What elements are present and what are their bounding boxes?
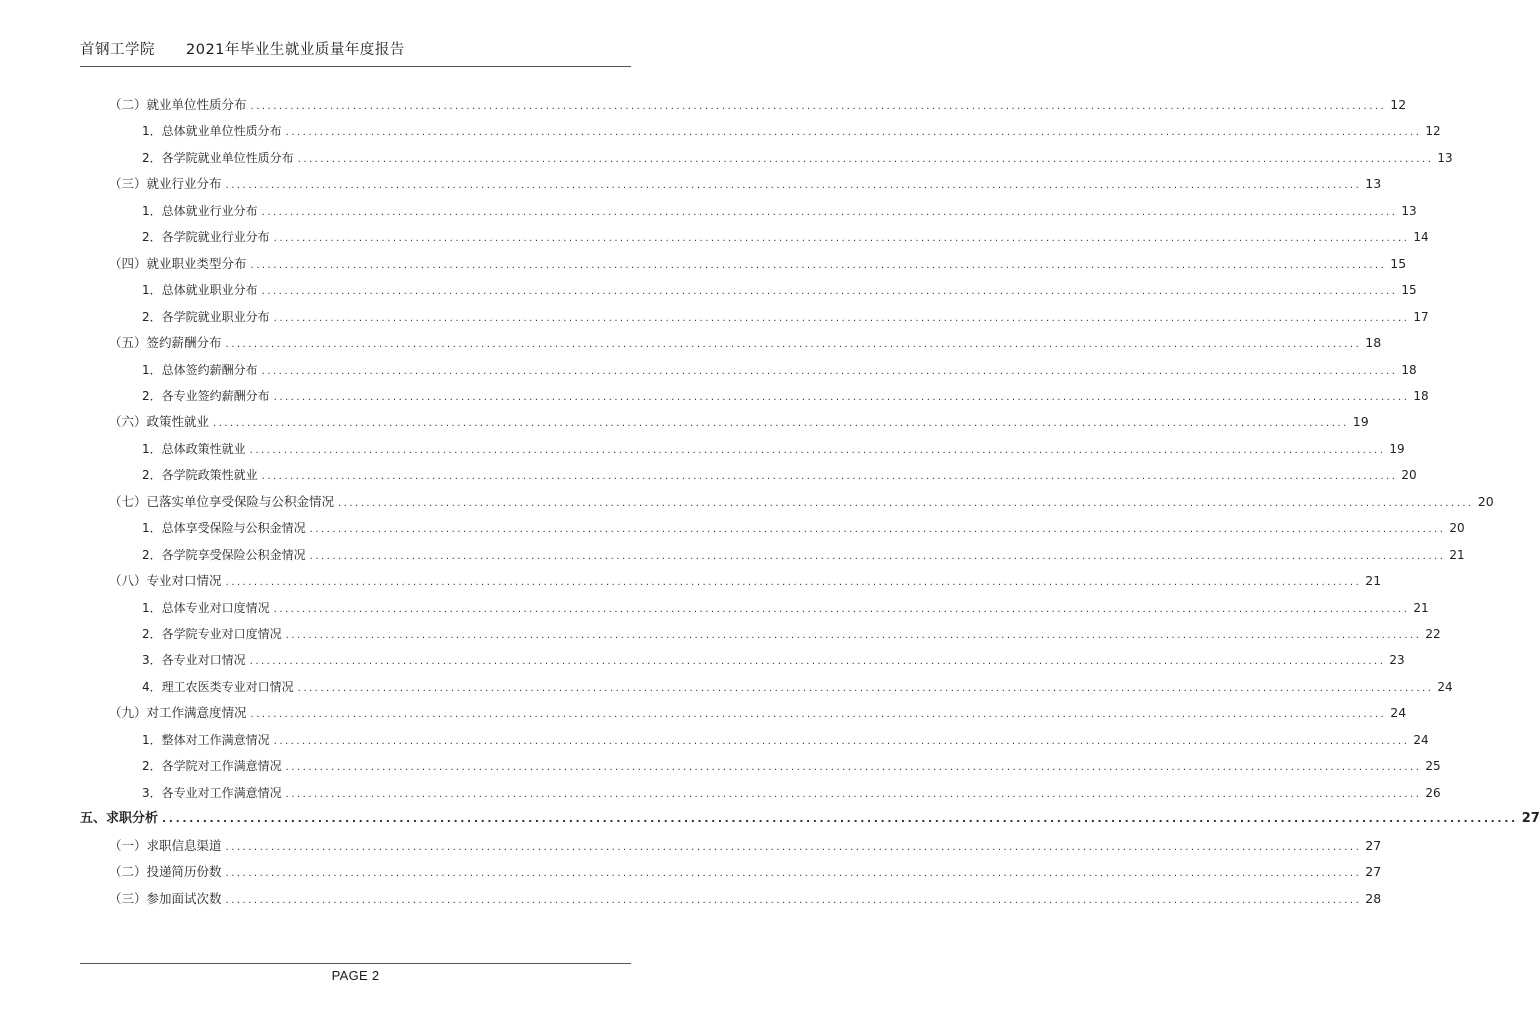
toc-dot-leader: ........................................................................................................................................................................................................ bbox=[250, 709, 1387, 720]
footer-divider bbox=[80, 963, 631, 964]
toc-entry-label: 3．各专业对工作满意情况 bbox=[142, 786, 282, 800]
toc-dot-leader: ........................................................................................................................................................................................................ bbox=[261, 286, 1398, 297]
toc-entry-page-number: 13 bbox=[1437, 151, 1453, 165]
toc-dot-leader: ........................................................................................................................................................................................................ bbox=[285, 127, 1422, 138]
toc-entry-label: 1．总体政策性就业 bbox=[142, 442, 246, 456]
toc-dot-leader: ........................................................................................................................................................................................................ bbox=[261, 207, 1398, 218]
toc-entry-level-2[interactable] bbox=[109, 571, 1382, 591]
toc-entry-page-number: 21 bbox=[1365, 573, 1382, 588]
toc-entry-level-3[interactable] bbox=[142, 386, 1429, 406]
toc-entry-level-3[interactable] bbox=[142, 465, 1417, 485]
toc-dot-leader: ........................................................................................................................................................................................................ bbox=[285, 762, 1422, 773]
toc-dot-leader: ........................................................................................................................................................................................................ bbox=[297, 683, 1434, 694]
toc-entry-level-3[interactable] bbox=[142, 624, 1441, 644]
toc-dot-leader: ........................................................................................................................................................................................................ bbox=[273, 736, 1410, 747]
toc-entry-label: 1．总体签约薪酬分布 bbox=[142, 363, 258, 377]
toc-entry-level-3[interactable] bbox=[142, 677, 1453, 697]
toc-entry-page-number: 24 bbox=[1437, 680, 1453, 694]
toc-dot-leader: ........................................................................................................................................................................................................ bbox=[225, 895, 1362, 906]
toc-entry-page-number: 15 bbox=[1390, 256, 1407, 271]
toc-entry-label: （三）参加面试次数 bbox=[109, 891, 222, 906]
toc-dot-leader: ........................................................................................................................................................................................................ bbox=[225, 868, 1362, 879]
toc-entry-page-number: 24 bbox=[1390, 705, 1407, 720]
toc-dot-leader: ........................................................................................................................................................................................................ bbox=[261, 366, 1398, 377]
toc-entry-page-number: 12 bbox=[1390, 97, 1407, 112]
toc-entry-page-number: 27 bbox=[1365, 864, 1382, 879]
toc-dot-leader: ........................................................................................................................................................................................................ bbox=[285, 630, 1422, 641]
toc-entry-level-3[interactable] bbox=[142, 730, 1429, 750]
toc-entry-label: 2．各专业签约薪酬分布 bbox=[142, 389, 270, 403]
toc-entry-page-number: 27 bbox=[1521, 811, 1540, 826]
toc-entry-page-number: 20 bbox=[1401, 468, 1417, 482]
toc-dot-leader: ........................................................................................................................................................................................................ bbox=[225, 842, 1362, 853]
toc-entry-page-number: 18 bbox=[1401, 363, 1417, 377]
toc-entry-level-3[interactable] bbox=[142, 148, 1453, 168]
toc-entry-page-number: 13 bbox=[1365, 176, 1382, 191]
toc-entry-label: （七）已落实单位享受保险与公积金情况 bbox=[109, 494, 335, 509]
toc-entry-level-3[interactable] bbox=[142, 439, 1405, 459]
toc-entry-page-number: 21 bbox=[1413, 601, 1429, 615]
toc-entry-level-1[interactable] bbox=[80, 809, 1540, 829]
toc-entry-label: （二）就业单位性质分布 bbox=[109, 97, 247, 112]
toc-entry-level-2[interactable] bbox=[109, 333, 1382, 353]
toc-entry-label: 2．各学院享受保险公积金情况 bbox=[142, 548, 306, 562]
toc-entry-level-3[interactable] bbox=[142, 756, 1441, 776]
toc-entry-page-number: 28 bbox=[1365, 891, 1382, 906]
toc-entry-label: 2．各学院政策性就业 bbox=[142, 468, 258, 482]
toc-entry-label: （九）对工作满意度情况 bbox=[109, 705, 247, 720]
toc-entry-level-2[interactable] bbox=[109, 254, 1407, 274]
toc-entry-level-3[interactable] bbox=[142, 280, 1417, 300]
toc-entry-label: （八）专业对口情况 bbox=[109, 573, 222, 588]
toc-dot-leader: ........................................................................................................................................................................................................ bbox=[225, 577, 1362, 588]
toc-entry-page-number: 18 bbox=[1413, 389, 1429, 403]
toc-dot-leader: ........................................................................................................................................................................................................ bbox=[273, 604, 1410, 615]
toc-entry-level-3[interactable] bbox=[142, 598, 1429, 618]
toc-dot-leader: ........................................................................................................................................................................................................ bbox=[309, 524, 1446, 535]
toc-dot-leader: ........................................................................................................................................................................................................ bbox=[273, 233, 1410, 244]
toc-entry-page-number: 15 bbox=[1401, 283, 1417, 297]
report-title: 2021年毕业生就业质量年度报告 bbox=[186, 42, 405, 58]
toc-entry-level-2[interactable] bbox=[109, 174, 1382, 194]
toc-entry-label: 1．总体就业职业分布 bbox=[142, 283, 258, 297]
toc-entry-page-number: 25 bbox=[1425, 759, 1441, 773]
toc-entry-level-2[interactable] bbox=[109, 862, 1382, 882]
toc-entry-level-2[interactable] bbox=[109, 412, 1369, 432]
toc-entry-page-number: 27 bbox=[1365, 838, 1382, 853]
toc-dot-leader: ........................................................................................................................................................................................................ bbox=[273, 392, 1410, 403]
toc-entry-label: 1．总体就业单位性质分布 bbox=[142, 124, 282, 138]
toc-entry-label: （一）求职信息渠道 bbox=[109, 838, 222, 853]
toc-entry-page-number: 20 bbox=[1477, 494, 1494, 509]
toc-dot-leader: ........................................................................................................................................................................................................ bbox=[225, 180, 1362, 191]
toc-entry-label: 2．各学院专业对口度情况 bbox=[142, 627, 282, 641]
toc-entry-level-3[interactable] bbox=[142, 201, 1417, 221]
toc-entry-page-number: 18 bbox=[1365, 335, 1382, 350]
toc-entry-level-2[interactable] bbox=[109, 492, 1494, 512]
toc-entry-page-number: 21 bbox=[1449, 548, 1465, 562]
toc-entry-label: 2．各学院就业行业分布 bbox=[142, 230, 270, 244]
toc-entry-level-3[interactable] bbox=[142, 121, 1441, 141]
toc-dot-leader: ........................................................................................................................................................................................................ bbox=[297, 154, 1434, 165]
toc-entry-page-number: 17 bbox=[1413, 310, 1429, 324]
toc-entry-page-number: 23 bbox=[1389, 653, 1405, 667]
toc-entry-label: （五）签约薪酬分布 bbox=[109, 335, 222, 350]
toc-entry-page-number: 13 bbox=[1401, 204, 1417, 218]
toc-dot-leader: ........................................................................................................................................................................................................ bbox=[250, 101, 1387, 112]
toc-dot-leader: ........................................................................................................................................................................................................ bbox=[261, 471, 1398, 482]
toc-entry-label: 1．总体享受保险与公积金情况 bbox=[142, 521, 306, 535]
toc-entry-level-3[interactable] bbox=[142, 307, 1429, 327]
toc-dot-leader: ........................................................................................................................................................................................................ bbox=[273, 313, 1410, 324]
page-number: PAGE 2 bbox=[331, 968, 380, 983]
toc-dot-leader: ........................................................................................................................................................................................................ bbox=[249, 656, 1386, 667]
toc-dot-leader: ........................................................................................................................................................................................................ bbox=[213, 418, 1349, 429]
toc-entry-page-number: 19 bbox=[1389, 442, 1405, 456]
toc-entry-label: （二）投递简历份数 bbox=[109, 864, 222, 879]
toc-entry-page-number: 22 bbox=[1425, 627, 1441, 641]
toc-entry-label: （四）就业职业类型分布 bbox=[109, 256, 247, 271]
toc-dot-leader: ........................................................................................................................................................................................................ bbox=[162, 812, 1518, 825]
school-name: 首钢工学院 bbox=[80, 42, 155, 58]
toc-entry-level-2[interactable] bbox=[109, 836, 1382, 856]
toc-entry-page-number: 14 bbox=[1413, 230, 1429, 244]
toc-entry-level-2[interactable] bbox=[109, 889, 1382, 909]
toc-entry-page-number: 19 bbox=[1352, 414, 1369, 429]
toc-entry-level-3[interactable] bbox=[142, 545, 1465, 565]
toc-entry-label: 1．总体就业行业分布 bbox=[142, 204, 258, 218]
toc-dot-leader: ........................................................................................................................................................................................................ bbox=[309, 551, 1446, 562]
toc-entry-page-number: 20 bbox=[1449, 521, 1465, 535]
toc-dot-leader: ........................................................................................................................................................................................................ bbox=[338, 498, 1474, 509]
toc-dot-leader: ........................................................................................................................................................................................................ bbox=[249, 445, 1386, 456]
toc-entry-page-number: 26 bbox=[1425, 786, 1441, 800]
toc-entry-label: （六）政策性就业 bbox=[109, 414, 210, 429]
toc-entry-level-3[interactable] bbox=[142, 227, 1429, 247]
toc-entry-level-2[interactable] bbox=[109, 95, 1407, 115]
toc-dot-leader: ........................................................................................................................................................................................................ bbox=[250, 260, 1387, 271]
toc-entry-page-number: 24 bbox=[1413, 733, 1429, 747]
toc-entry-level-3[interactable] bbox=[142, 360, 1417, 380]
toc-dot-leader: ........................................................................................................................................................................................................ bbox=[225, 339, 1362, 350]
toc-entry-label: 2．各学院就业单位性质分布 bbox=[142, 151, 294, 165]
toc-entry-label: 2．各学院就业职业分布 bbox=[142, 310, 270, 324]
toc-entry-label: 1．整体对工作满意情况 bbox=[142, 733, 270, 747]
toc-entry-level-3[interactable] bbox=[142, 650, 1405, 670]
toc-dot-leader: ........................................................................................................................................................................................................ bbox=[285, 789, 1422, 800]
toc-entry-level-2[interactable] bbox=[109, 703, 1407, 723]
toc-entry-level-3[interactable] bbox=[142, 783, 1441, 803]
toc-entry-label: （三）就业行业分布 bbox=[109, 176, 222, 191]
toc-entry-page-number: 12 bbox=[1425, 124, 1441, 138]
toc-entry-level-3[interactable] bbox=[142, 518, 1465, 538]
toc-entry-label: 4．理工农医类专业对口情况 bbox=[142, 680, 294, 694]
toc-entry-label: 五、求职分析 bbox=[80, 811, 159, 826]
toc-entry-label: 1．总体专业对口度情况 bbox=[142, 601, 270, 615]
toc-entry-label: 2．各学院对工作满意情况 bbox=[142, 759, 282, 773]
toc-entry-label: 3．各专业对口情况 bbox=[142, 653, 246, 667]
